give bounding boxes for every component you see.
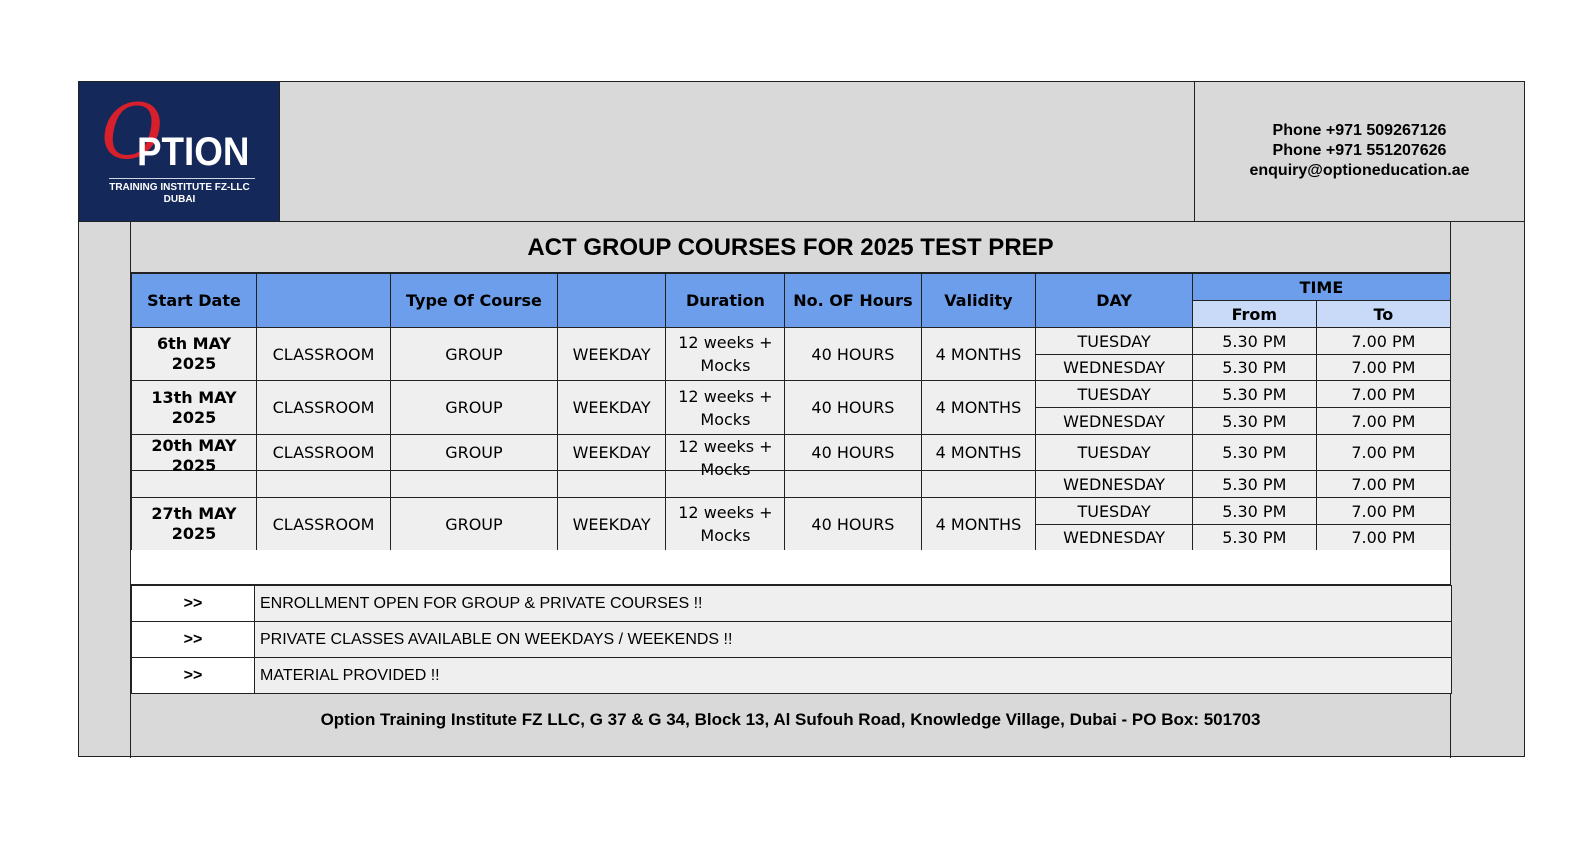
header-time: TIME <box>1192 274 1450 301</box>
day-cell: WEDNESDAY <box>1036 408 1192 435</box>
header-start-date: Start Date <box>132 274 257 328</box>
header-day: DAY <box>1036 274 1192 328</box>
note-text: PRIVATE CLASSES AVAILABLE ON WEEKDAYS / WEEKENDS !! <box>255 622 1452 658</box>
type-cell: GROUP <box>391 328 558 381</box>
start-date-cell: 13th MAY 2025 <box>132 381 257 435</box>
table-row <box>132 381 1451 408</box>
start-date-cell: 6th MAY 2025 <box>132 328 257 381</box>
type-cell: GROUP <box>391 498 558 551</box>
schedule-table <box>131 273 1451 551</box>
logo <box>79 82 280 222</box>
hours-cell: 40 HOURS <box>785 328 921 381</box>
header-to: To <box>1316 301 1450 328</box>
to-cell: 7.00 PM <box>1316 471 1450 498</box>
note-text: ENROLLMENT OPEN FOR GROUP & PRIVATE COURSES !! <box>255 586 1452 622</box>
logo-subtitle: TRAINING INSTITUTE FZ-LLC <box>109 182 250 193</box>
hours-cell: 40 HOURS <box>785 381 921 435</box>
schedule-cell: WEEKDAY <box>557 381 666 435</box>
to-cell: 7.00 PM <box>1316 408 1450 435</box>
empty-cell <box>391 471 558 498</box>
logo-city: DUBAI <box>163 194 196 205</box>
mode-cell: CLASSROOM <box>256 381 390 435</box>
validity-cell: 4 MONTHS <box>921 381 1036 435</box>
schedule-cell: WEEKDAY <box>557 498 666 551</box>
to-cell: 7.00 PM <box>1316 435 1450 471</box>
empty-cell <box>785 471 921 498</box>
page-title: ACT GROUP COURSES FOR 2025 TEST PREP <box>131 222 1450 273</box>
from-cell: 5.30 PM <box>1192 471 1316 498</box>
to-cell: 7.00 PM <box>1316 355 1450 381</box>
header-type: Type Of Course <box>391 274 558 328</box>
note-text: MATERIAL PROVIDED !! <box>255 658 1452 694</box>
type-cell: GROUP <box>391 435 558 471</box>
duration-cell: 12 weeks + Mocks <box>666 328 785 381</box>
table-row <box>132 471 1451 498</box>
empty-cell <box>256 471 390 498</box>
table-row <box>132 328 1451 355</box>
header-duration: Duration <box>666 274 785 328</box>
day-cell: WEDNESDAY <box>1036 355 1192 381</box>
to-cell: 7.00 PM <box>1316 525 1450 551</box>
duration-cell: 12 weeks + Mocks <box>666 498 785 551</box>
validity-cell: 4 MONTHS <box>921 328 1036 381</box>
validity-cell: 4 MONTHS <box>921 435 1036 471</box>
day-cell: TUESDAY <box>1036 435 1192 471</box>
duration-cell: 12 weeks + Mocks <box>666 381 785 435</box>
to-cell: 7.00 PM <box>1316 498 1450 525</box>
mode-cell: CLASSROOM <box>256 435 390 471</box>
type-cell: GROUP <box>391 381 558 435</box>
to-cell: 7.00 PM <box>1316 328 1450 355</box>
empty-cell <box>557 471 666 498</box>
note-row <box>132 586 1452 622</box>
schedule-cell: WEEKDAY <box>557 328 666 381</box>
empty-cell <box>921 471 1036 498</box>
start-date-cell: 27th MAY 2025 <box>132 498 257 551</box>
mode-cell: CLASSROOM <box>256 498 390 551</box>
from-cell: 5.30 PM <box>1192 381 1316 408</box>
duration-cell: 12 weeks + Mocks <box>666 435 785 471</box>
day-cell: TUESDAY <box>1036 328 1192 355</box>
header-hours: No. OF Hours <box>785 274 921 328</box>
table-row <box>132 498 1451 525</box>
from-cell: 5.30 PM <box>1192 355 1316 381</box>
contact-block <box>1194 82 1524 222</box>
day-cell: TUESDAY <box>1036 498 1192 525</box>
note-marker: >> <box>132 658 255 694</box>
header-blank-col <box>557 274 666 328</box>
email: enquiry@optioneducation.ae <box>1249 162 1470 179</box>
header-validity: Validity <box>921 274 1036 328</box>
day-cell: WEDNESDAY <box>1036 525 1192 551</box>
note-marker: >> <box>132 586 255 622</box>
hours-cell: 40 HOURS <box>785 498 921 551</box>
from-cell: 5.30 PM <box>1192 435 1316 471</box>
day-cell: TUESDAY <box>1036 381 1192 408</box>
course-flyer <box>78 81 1525 757</box>
logo-divider <box>109 178 255 179</box>
note-row <box>132 658 1452 694</box>
from-cell: 5.30 PM <box>1192 408 1316 435</box>
logo-word: PTION <box>137 130 250 174</box>
footer-address: Option Training Institute FZ LLC, G 37 & G 34, Block 13, Al Sufouh Road, Knowledge Village, Dubai - PO Box: 501703 <box>320 710 1261 729</box>
notes-table <box>131 585 1452 694</box>
header-blank <box>280 82 1194 222</box>
from-cell: 5.30 PM <box>1192 328 1316 355</box>
spacer-row <box>131 550 1450 585</box>
phone-2: Phone +971 551207626 <box>1272 142 1447 159</box>
header-blank-col <box>256 274 390 328</box>
note-row <box>132 622 1452 658</box>
validity-cell: 4 MONTHS <box>921 498 1036 551</box>
from-cell: 5.30 PM <box>1192 525 1316 551</box>
schedule-cell: WEEKDAY <box>557 435 666 471</box>
hours-cell: 40 HOURS <box>785 435 921 471</box>
logo-letter-o: O <box>101 87 164 176</box>
day-cell: WEDNESDAY <box>1036 471 1192 498</box>
phone-1: Phone +971 509267126 <box>1272 122 1447 139</box>
main-panel <box>130 222 1451 758</box>
header-from: From <box>1192 301 1316 328</box>
to-cell: 7.00 PM <box>1316 381 1450 408</box>
table-row <box>132 435 1451 471</box>
note-marker: >> <box>132 622 255 658</box>
start-date-cell: 20th MAY 2025 <box>132 435 257 471</box>
mode-cell: CLASSROOM <box>256 328 390 381</box>
from-cell: 5.30 PM <box>1192 498 1316 525</box>
